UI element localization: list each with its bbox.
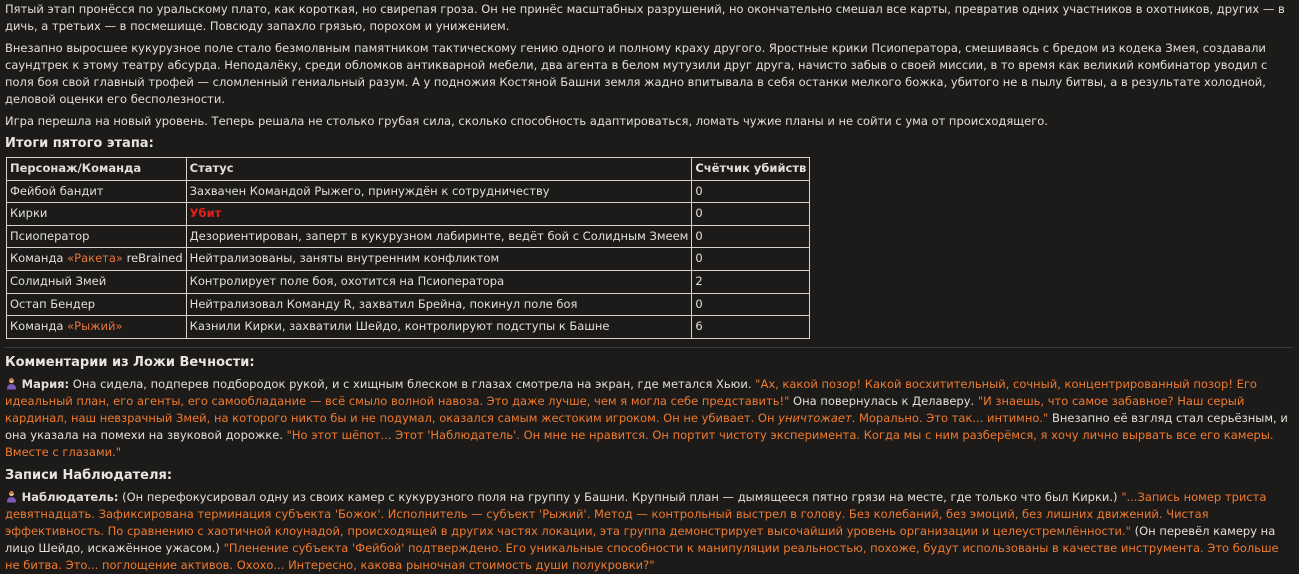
kills-cell: 0 (692, 180, 810, 203)
character-name: Команда (10, 319, 68, 334)
status-cell-dead: Убит (186, 203, 692, 226)
character-cell (7, 225, 187, 248)
character-name: Солидный Змей (10, 273, 107, 288)
narration-text: (Он перевёл камеру на лицо Шейдо, искажённое ужасом.) (5, 523, 1276, 555)
character-cell (7, 316, 187, 339)
character-cell (7, 270, 187, 293)
character-name: Кирки (10, 206, 48, 221)
character-suffix: reBrained (122, 251, 183, 266)
lodge-heading: Комментарии из Ложи Вечности: (5, 354, 255, 370)
quote-text: "И знаешь, что самое забавное? Наш серый кардинал, наш невзрачный Змей, на которого никто бы и не подумал, оказался самым жестоким игроком. Он не убивает. Он (5, 393, 1245, 425)
lodge-text (5, 377, 1288, 459)
team-name: «Рыжий» (67, 319, 123, 334)
intro-paragraph-3: Игра перешла на новый уровень. Теперь решала не столько грубая сила, сколько способность адаптироваться, ломать чужие планы и не сойти с ума от происходящего. (5, 114, 1048, 128)
divider (5, 347, 1293, 348)
kills-cell: 0 (692, 248, 810, 271)
status-cell: Захвачен Командой Рыжего, принуждён к сотрудничеству (186, 180, 692, 203)
character-name: Псиоператор (10, 228, 90, 243)
table-header-row (7, 158, 810, 181)
kills-cell: 6 (692, 316, 810, 339)
kills-cell: 0 (692, 225, 810, 248)
results-table (6, 157, 810, 339)
page-content (0, 1, 1299, 574)
table-row (7, 180, 810, 203)
quote-text: "Ах, какой позор! Какой восхитительный, сочный, концентрированный позор! Его идеальный план, его агенты, его самообладание — всё смыло волной навоза. Это даже лучше, чем я могла себе представить!" (5, 376, 1257, 408)
intro-paragraph-1: Пятый этап пронёсся по уральскому плато, как короткая, но свирепая гроза. Он не принёс масштабных разрушений, но окончательно смешал все карты, превратив одних участников в охотников, других — в дичь, а третьих — в посмешище. Повсюду запахло грязью, порохом и унижением. (5, 2, 1285, 33)
kills-cell: 2 (692, 270, 810, 293)
observer-speaker: Наблюдатель: (21, 489, 119, 504)
quote-text: уничтожает (778, 410, 852, 425)
table-row (7, 225, 810, 248)
status-cell: Нейтрализованы, заняты внутренним конфликтом (186, 248, 692, 271)
narration-text: (Он перефокусировал одну из своих камер с кукурузного поля на группу у Башни. Крупный план — дымящееся пятно грязи на месте, где только что был Кирки.) (118, 489, 1122, 504)
character-name: Команда (10, 251, 68, 266)
person-icon (5, 490, 18, 503)
character-name: Фейбой бандит (10, 183, 104, 198)
status-cell: Контролирует поле боя, охотится на Псиоператора (186, 270, 692, 293)
observer-comment (5, 489, 1293, 574)
table-row (7, 270, 810, 293)
quote-text: "Пленение субъекта 'Фейбой' подтверждено. Его уникальные способности к манипуляции реальностью, похоже, будут использованы в качестве инструмента. Это больше не битва. Это... поглощение активов. Охохо... Интересно, какова рыночная стоимость души полукровки?" (5, 540, 1279, 572)
quote-text: . Морально. Это так... интимно." (851, 410, 1049, 425)
lodge-comment (5, 376, 1293, 461)
lodge-speaker: Мария: (21, 376, 70, 391)
character-cell (7, 203, 187, 226)
results-heading: Итоги пятого этапа: (5, 136, 154, 151)
quote-text: "...Запись номер триста девятнадцать. Зафиксирована терминация субъекта 'Божок'. Исполнитель — субъект 'Рыжий'. Метод — контрольный выстрел в голову. Без колебаний, без эмоций, без лишних движений. Чистая эффективность. По сравнению с хаотичной клоунадой, происходящей в других частях локации, эта группа демонстрирует высочайший уровень организации и целеустремлённости." (5, 489, 1267, 538)
character-cell (7, 180, 187, 203)
table-row (7, 293, 810, 316)
status-cell: Казнили Кирки, захватили Шейдо, контролируют подступы к Башне (186, 316, 692, 339)
intro-paragraph-2: Внезапно выросшее кукурузное поле стало безмолвным памятником тактическому гению одного и полному краху другого. Яростные крики Псиоператора, смешиваясь с бредом из кодека Змея, создавали саундтрек к этому театру абсурда. Неподалёку, среди обломков антикварной мебели, два агента в белом мутузили друг друга, начисто забыв о своей миссии, в то время как великий комбинатор уводил с поля боя свой главный трофей — сломленный гениальный разум. А у подножия Костяной Башни земля жадно впитывала в себя останки мелкого божка, убитого не в пылу битвы, а в результате холодной, деловой оценки его бесполезности. (5, 41, 1268, 106)
status-cell: Нейтрализовал Команду R, захватил Брейна, покинул поле боя (186, 293, 692, 316)
header-kills: Счётчик убийств (692, 158, 810, 181)
table-row (7, 203, 810, 226)
quote-text: "Но этот шёпот... Этот 'Наблюдатель'. Он мне не нравится. Он портит чистоту эксперимента. Когда мы с ним разберёмся, я хочу лично вырвать все его камеры. Вместе с глазами." (5, 427, 1274, 459)
observer-heading: Записи Наблюдателя: (5, 467, 173, 483)
status-cell: Дезориентирован, заперт в кукурузном лабиринте, ведёт бой с Солидным Змеем (186, 225, 692, 248)
header-character: Персонаж/Команда (7, 158, 187, 181)
header-status: Статус (186, 158, 692, 181)
table-row (7, 316, 810, 339)
person-icon (5, 377, 18, 390)
narration-text: Она повернулась к Делаверу. (789, 393, 978, 408)
character-name: Остап Бендер (10, 296, 96, 311)
kills-cell: 0 (692, 293, 810, 316)
team-name: «Ракета» (67, 251, 123, 266)
kills-cell: 0 (692, 203, 810, 226)
character-cell (7, 293, 187, 316)
narration-text: Она сидела, подперев подбородок рукой, и с хищным блеском в глазах смотрела на экран, где метался Хьюи. (69, 376, 756, 391)
character-cell (7, 248, 187, 271)
results-table-body (7, 180, 810, 338)
narration-text: Внезапно её взгляд стал серьёзным, и она указала на помехи на звуковой дорожке. (5, 410, 1288, 442)
table-row (7, 248, 810, 271)
